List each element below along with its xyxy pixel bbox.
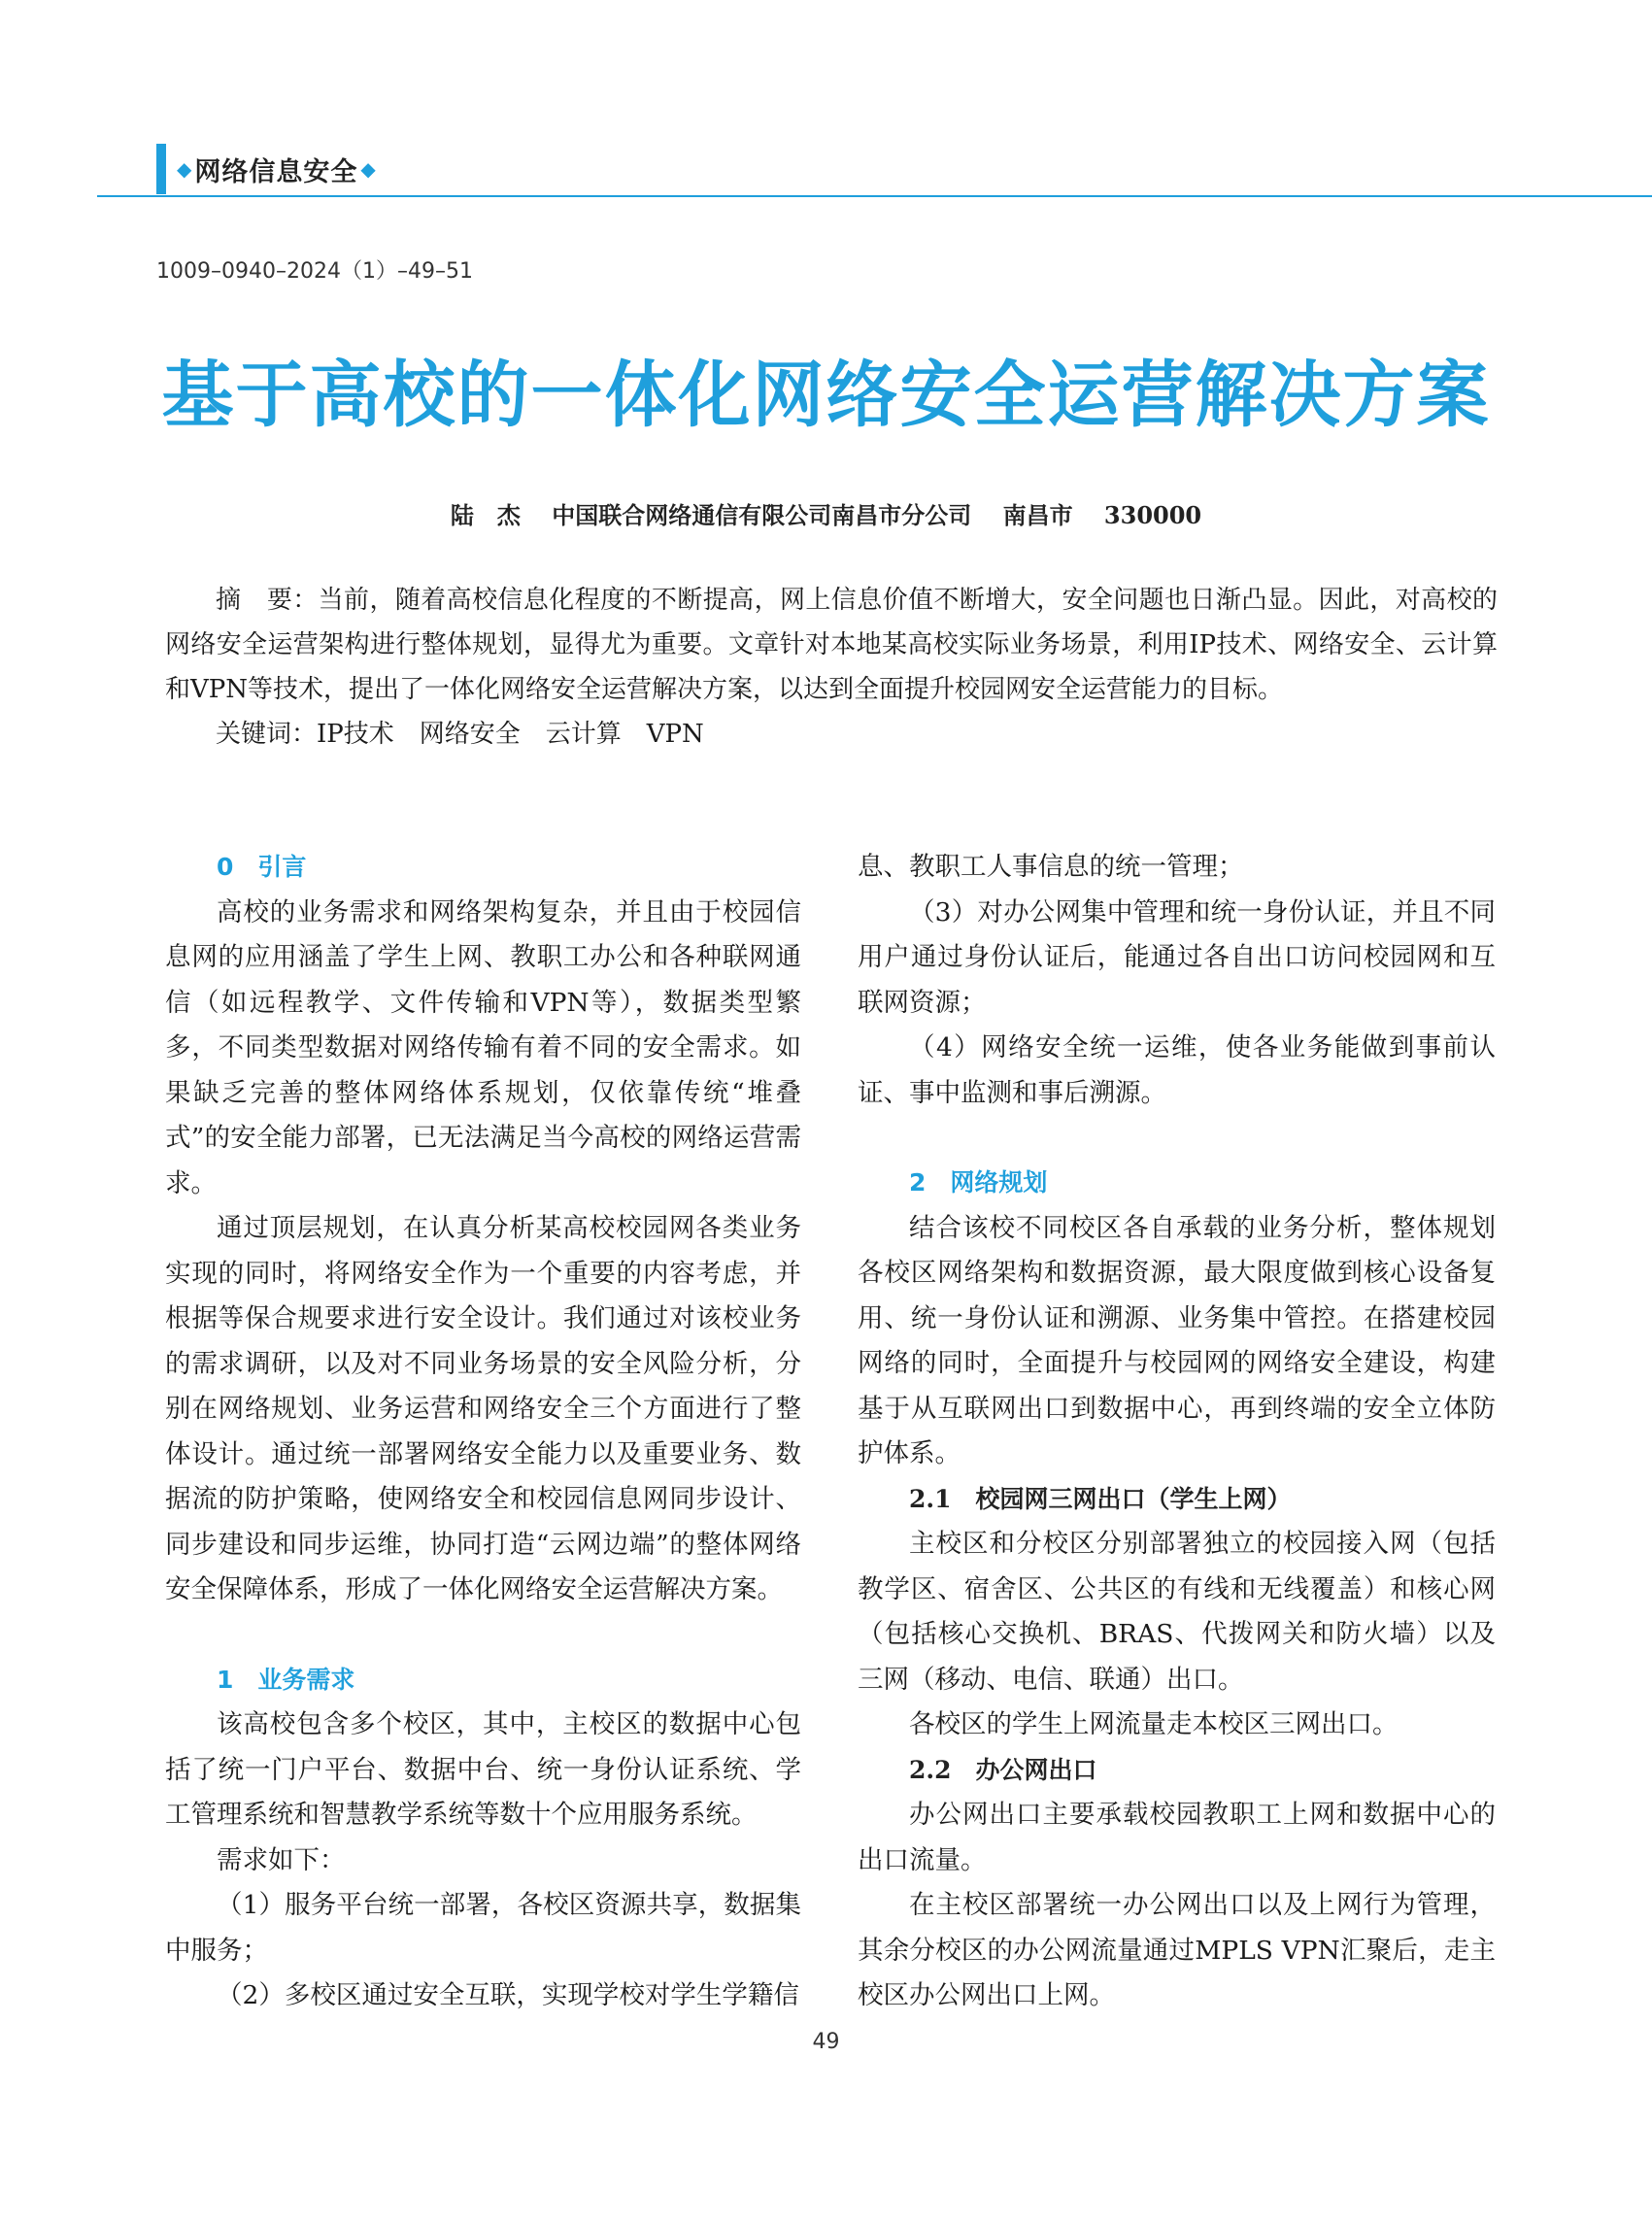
paragraph: 息、教职工人事信息的统一管理；	[858, 852, 1244, 882]
section-heading-requirements: 1 业务需求	[217, 1665, 355, 1694]
section-heading-network-planning: 2 网络规划	[909, 1168, 1048, 1197]
section-header	[156, 144, 379, 194]
spacer	[858, 1116, 1496, 1161]
paragraph: 主校区和分校区分别部署独立的校园接入网（包括教学区、宿舍区、公共区的有线和无线覆盖）和核心网（包括核心交换机、BRAS、代拨网关和防火墙）以及三网（移动、电信、联通）出口。	[858, 1529, 1496, 1695]
spacer	[165, 1613, 801, 1658]
header-accent-bar	[156, 144, 166, 194]
abstract-text: 摘 要：当前，随着高校信息化程度的不断提高，网上信息价值不断增大，安全问题也日渐凸显。因此，对高校的网络安全运营架构进行整体规划，显得尤为重要。文章针对本地某高校实际业务场景，利用IP技术、网络安全、云计算和VPN等技术，提出了一体化网络安全运营解决方案，以达到全面提升校园网安全运营能力的目标。	[165, 586, 1498, 704]
right-column	[858, 845, 1496, 2019]
paragraph: 各校区的学生上网流量走本校区三网出口。	[909, 1709, 1399, 1739]
paragraph: 需求如下：	[217, 1844, 346, 1875]
diamond-icon: ◆	[177, 157, 192, 181]
abstract	[165, 578, 1498, 757]
paragraph: 结合该校不同校区各自承载的业务分析，整体规划各校区网络架构和数据资源，最大限度做到核心设备复用、统一身份认证和溯源、业务集中管控。在搭建校园网络的同时，全面提升与校园网的网络安全建设，构建基于从互联网出口到数据中心，再到终端的安全立体防护体系。	[858, 1212, 1496, 1468]
paragraph: 该高校包含多个校区，其中，主校区的数据中心包括了统一门户平台、数据中台、统一身份认证系统、学工管理系统和智慧教学系统等数十个应用服务系统。	[165, 1709, 801, 1830]
paragraph: 办公网出口主要承载校园教职工上网和数据中心的出口流量。	[858, 1800, 1496, 1875]
header-divider	[97, 195, 1652, 197]
section-heading-intro: 0 引言	[217, 853, 307, 881]
paragraph: 高校的业务需求和网络架构复杂，并且由于校园信息网的应用涵盖了学生上网、教职工办公和各种联网通信（如远程教学、文件传输和VPN等），数据类型繁多，不同类型数据对网络传输有着不同的安全需求。如果缺乏完善的整体网络体系规划，仅依靠传统“堆叠式”的安全能力部署，已无法满足当今高校的网络运营需求。	[165, 896, 801, 1198]
paragraph: （4）网络安全统一运维，使各业务能做到事前认证、事中监测和事后溯源。	[858, 1032, 1496, 1108]
author-affiliation: 陆 杰 中国联合网络通信有限公司南昌市分公司 南昌市 330000	[450, 501, 1202, 529]
paragraph: （1）服务平台统一部署，各校区资源共享，数据集中服务；	[165, 1890, 801, 1966]
left-column	[165, 845, 801, 2019]
paragraph: 在主校区部署统一办公网出口以及上网行为管理，其余分校区的办公网流量通过MPLS VPN汇聚后，走主校区办公网出口上网。	[858, 1890, 1496, 2010]
document-id: 1009–0940–2024（1）–49–51	[156, 259, 473, 284]
subsection-heading: 2.1 校园网三网出口（学生上网）	[909, 1484, 1292, 1513]
page-number: 49	[812, 2030, 840, 2054]
paragraph: （3）对办公网集中管理和统一身份认证，并且不同用户通过身份认证后，能通过各自出口访问校园网和互联网资源；	[858, 896, 1496, 1018]
paragraph: 通过顶层规划，在认真分析某高校校园网各类业务实现的同时，将网络安全作为一个重要的内容考虑，并根据等保合规要求进行安全设计。我们通过对该校业务的需求调研，以及对不同业务场景的安全风险分析，分别在网络规划、业务运营和网络安全三个方面进行了整体设计。通过统一部署网络安全能力以及重要业务、数据流的防护策略，使网络安全和校园信息网同步设计、同步建设和同步运维，协同打造“云网边端”的整体网络安全保障体系，形成了一体化网络安全运营解决方案。	[165, 1213, 801, 1604]
article-title: 基于高校的一体化网络安全运营解决方案	[161, 354, 1491, 437]
subsection-heading: 2.2 办公网出口	[909, 1755, 1097, 1784]
paragraph: （2）多校区通过安全互联，实现学校对学生学籍信	[217, 1980, 799, 2010]
diamond-icon: ◆	[360, 157, 376, 181]
header-section-label: 网络信息安全	[194, 156, 358, 187]
keywords: 关键词：IP技术 网络安全 云计算 VPN	[216, 720, 704, 749]
